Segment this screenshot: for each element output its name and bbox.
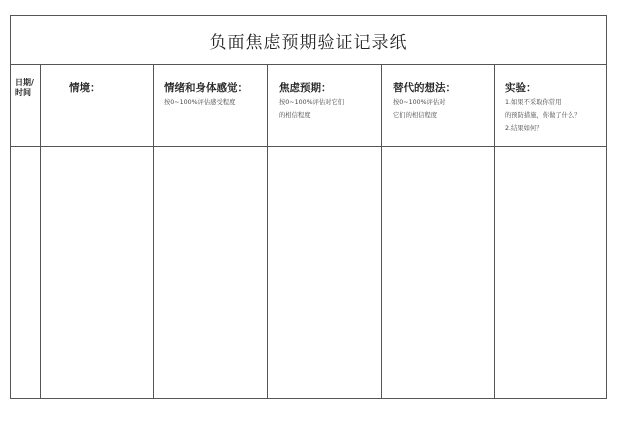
- anxious-expectation-note-line2: 的相信程度: [279, 112, 311, 119]
- entry-cell-anxious-expectation[interactable]: [268, 147, 382, 398]
- header-cell-anxious-expectation: [268, 64, 382, 146]
- alternative-note: [393, 96, 445, 122]
- header-cell-situation: [41, 64, 154, 146]
- header-cell-date: [11, 64, 41, 146]
- situation-header: 情境：: [69, 82, 101, 94]
- experiment-header: 实验：: [505, 82, 537, 94]
- alternative-header: 替代的想法：: [393, 82, 456, 94]
- experiment-note: [505, 96, 581, 135]
- form-title: 负面焦虑预期验证记录纸: [209, 32, 408, 53]
- anxious-expectation-note: [279, 96, 344, 122]
- experiment-note-line1: 1.如果不采取你常用: [505, 99, 562, 106]
- entry-cell-emotion[interactable]: [154, 147, 268, 398]
- entry-cell-alternative[interactable]: [382, 147, 495, 398]
- entry-cell-situation[interactable]: [41, 147, 154, 398]
- experiment-note-line2: 的预防措施，你做了什么？: [505, 112, 581, 119]
- date-header-line2: 时间: [15, 88, 31, 97]
- emotion-note: [164, 96, 235, 109]
- anxious-expectation-header: 焦虑预期：: [279, 82, 332, 94]
- emotion-header: 情绪和身体感觉：: [164, 82, 248, 94]
- alternative-note-line1: 按0~100%评估对: [393, 99, 446, 106]
- emotion-note-line1: 按0~100%评估感受程度: [164, 99, 236, 106]
- anxious-expectation-note-line1: 按0~100%评估对它们: [279, 99, 345, 106]
- header-row: [11, 64, 606, 147]
- experiment-note-line3: 2.结果如何？: [505, 125, 543, 132]
- header-cell-alternative: [382, 64, 495, 146]
- alternative-note-line2: 它们的相信程度: [393, 112, 438, 119]
- entry-row: [11, 147, 606, 398]
- header-cell-emotion: [154, 64, 268, 146]
- entry-cell-date[interactable]: [11, 147, 41, 398]
- header-cell-experiment: [495, 64, 606, 146]
- date-time-header: [15, 78, 34, 98]
- date-header-line1: 日期/: [15, 78, 34, 87]
- title-row: [11, 16, 606, 65]
- record-sheet: [10, 15, 607, 399]
- entry-cell-experiment[interactable]: [495, 147, 606, 398]
